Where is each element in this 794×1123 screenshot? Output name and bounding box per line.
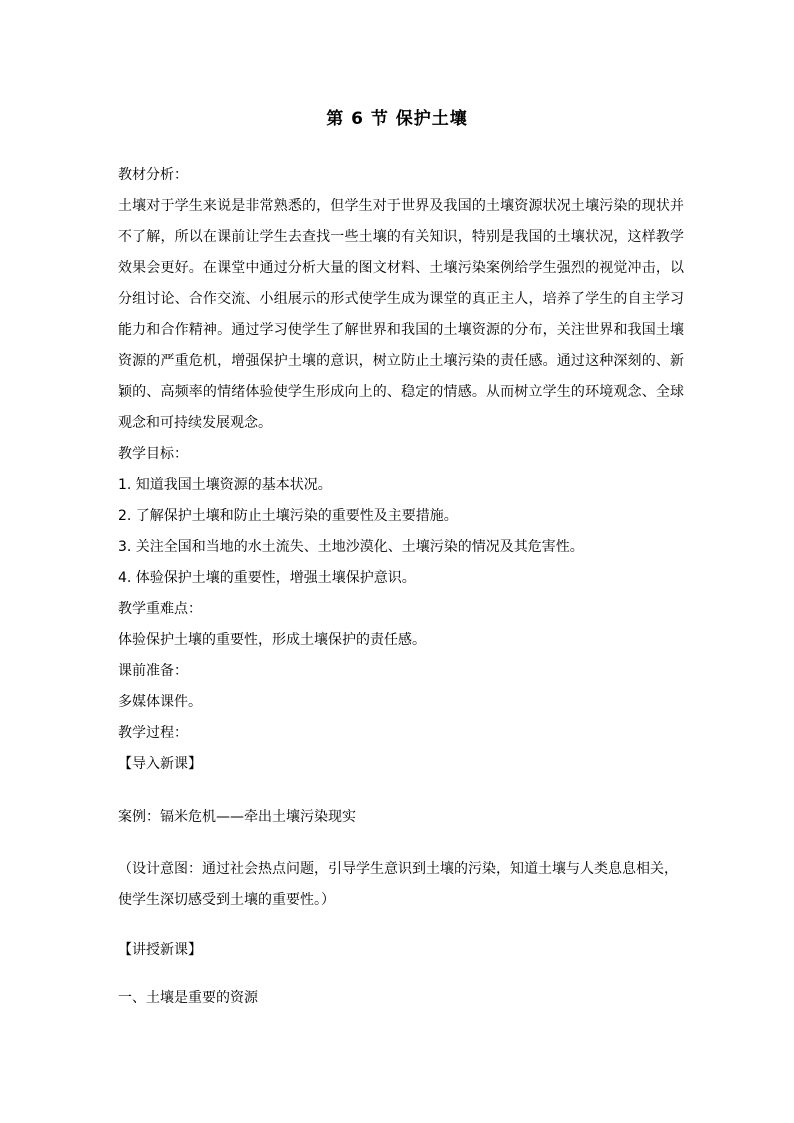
prep-text: 多媒体课件。 [118, 694, 202, 710]
section-one-heading: 一、土壤是重要的资源 [118, 990, 258, 1006]
goal-item: 1. 知道我国土壤资源的基本状况。 [118, 477, 332, 493]
main-content [118, 160, 684, 780]
analysis-label: 教材分析： [118, 167, 188, 183]
design-note-block [118, 854, 684, 916]
section-one-block [118, 983, 684, 1014]
teach-heading: 【讲授新课】 [118, 942, 202, 958]
goal-item: 3. 关注全国和当地的水土流失、土地沙漠化、土壤污染的情况及其危害性。 [118, 539, 584, 555]
case-block [118, 802, 684, 833]
prep-label: 课前准备： [118, 663, 188, 679]
design-note: （设计意图：通过社会热点问题，引导学生意识到土壤的污染，知道土壤与人类息息相关，使学生深切感受到土壤的重要性。） [118, 861, 678, 908]
goal-item: 2. 了解保护土壤和防止土壤污染的重要性及主要措施。 [118, 508, 458, 524]
teach-heading-block [118, 935, 684, 966]
intro-heading: 【导入新课】 [118, 756, 202, 772]
case-text: 案例：镉米危机——牵出土壤污染现实 [118, 809, 356, 825]
page-title: 第 6 节 保护土壤 [326, 109, 468, 129]
goals-label: 教学目标： [118, 446, 188, 462]
analysis-text: 土壤对于学生来说是非常熟悉的，但学生对于世界及我国的土壤资源状况土壤污染的现状并不了解，所以在课前让学生去查找一些土壤的有关知识，特别是我国的土壤状况，这样教学效果会更好。在课堂中通过分析大量的图文材料、土壤污染案例给学生强烈的视觉冲击，以分组讨论、合作交流、小组展示的形式使学生成为课堂的真正主人，培养了学生的自主学习能力和合作精神。通过学习使学生了解世界和我国的土壤资源的分布，关注世界和我国土壤资源的严重危机，增强保护土壤的意识，树立防止土壤污染的责任感。通过这种深刻的、新颖的、高频率的情绪体验使学生形成向上的、稳定的情感。从而树立学生的环境观念、全球观念和可持续发展观念。 [118, 198, 684, 431]
process-label: 教学过程： [118, 725, 188, 741]
goal-item: 4. 体验保护土壤的重要性，增强土壤保护意识。 [118, 570, 416, 586]
key-text: 体验保护土壤的重要性，形成土壤保护的责任感。 [118, 632, 426, 648]
key-label: 教学重难点： [118, 601, 202, 617]
